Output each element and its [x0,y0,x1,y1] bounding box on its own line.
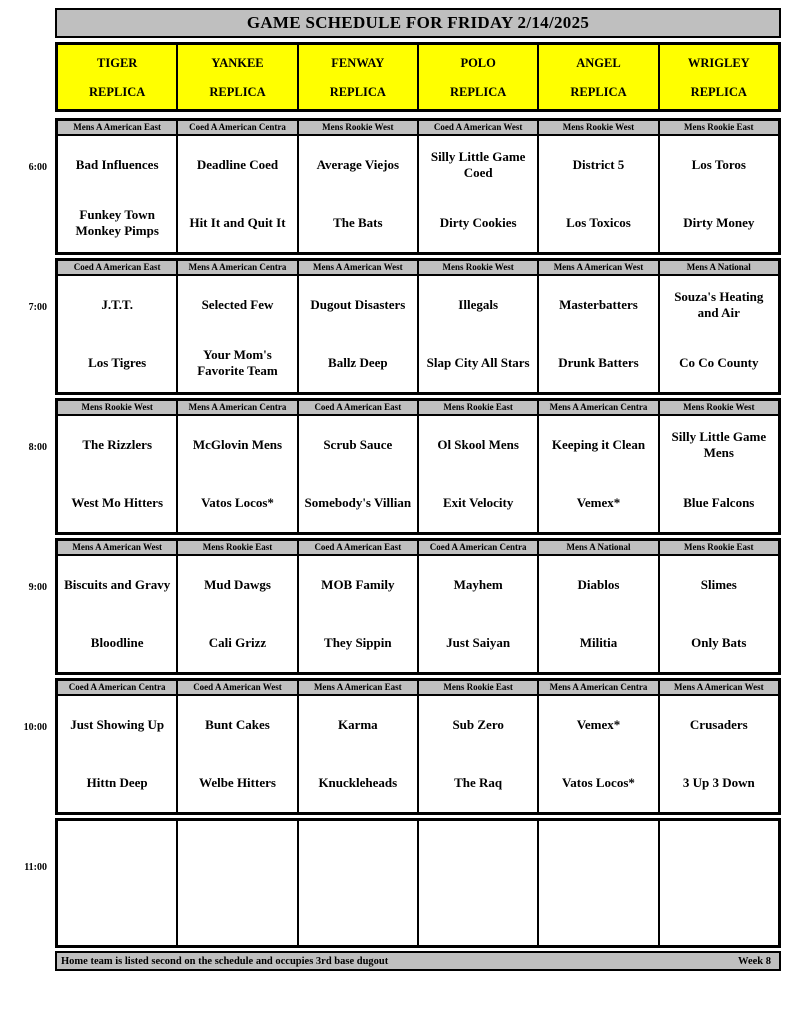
division-label: Mens Rookie East [419,401,537,416]
division-label: Mens A American West [58,541,176,556]
away-team-name: District 5 [572,157,625,173]
division-label: Mens A National [660,261,778,276]
game-cell [178,681,298,812]
division-label: Mens Rookie West [299,121,417,136]
home-team-name: Ballz Deep [328,355,388,371]
game-cell [299,261,419,392]
away-team-name: Scrub Sauce [323,437,393,453]
division-label: Mens A American Centra [539,401,657,416]
schedule-blocks [0,118,781,948]
game-cell [419,261,539,392]
division-label: Mens Rookie East [660,121,778,136]
division-label: Mens A American West [539,261,657,276]
home-team-name: Funkey Town Monkey Pimps [75,207,159,238]
division-label: Mens A American East [58,121,176,136]
game-cell [660,681,778,812]
venue-name: TIGER [97,56,138,70]
home-team-name: Los Tigres [88,355,147,371]
game-cell [178,401,298,532]
away-team-name: The Rizzlers [82,437,152,453]
game-cell [419,401,539,532]
away-team-name: Bunt Cakes [205,717,270,733]
home-team-name: Co Co County [679,355,759,371]
game-cell [539,821,659,945]
away-team-name: Vemex* [576,717,621,733]
division-label: Mens A American Centra [178,261,296,276]
game-cell [419,681,539,812]
home-team-name: Only Bats [691,635,747,651]
venue-header-cell [539,45,659,109]
division-label: Mens Rookie East [660,541,778,556]
footer-bar [55,951,781,971]
away-team-name: Bad Influences [75,157,159,173]
venue-name: FENWAY [331,56,385,70]
time-column-spacer [0,8,55,38]
time-label: 8:00 [28,442,47,453]
away-team-name: Just Showing Up [70,717,165,733]
division-label: Coed A American East [58,261,176,276]
venue-name-line2: REPLICA [329,85,386,99]
division-label: Coed A American West [419,121,537,136]
game-cell [58,821,178,945]
home-team-name: Vemex* [576,495,621,511]
home-team-name: Vatos Locos* [201,495,274,511]
venue-name-line2: REPLICA [570,85,627,99]
time-label: 6:00 [28,162,47,173]
away-team-name: Dugout Disasters [310,297,406,313]
game-cell [539,121,659,252]
division-label: Coed A American West [178,681,296,696]
home-team-name: Hit It and Quit It [189,215,286,231]
game-cell [58,261,178,392]
away-team-name: Selected Few [201,297,274,313]
away-team-name: Illegals [458,297,499,313]
division-label: Coed A American Centra [419,541,537,556]
time-column-spacer [0,42,55,112]
time-label: 9:00 [28,582,47,593]
away-team-name: Silly Little Game Mens [671,429,767,460]
game-cell [299,681,419,812]
division-label: Coed A American Centra [58,681,176,696]
schedule-hour-row [0,538,781,675]
game-cell [299,121,419,252]
game-cell [178,821,298,945]
game-cell [178,261,298,392]
footer-row [0,951,781,971]
division-label: Mens A American East [299,681,417,696]
week-label: Week 8 [738,955,771,967]
game-cell [419,121,539,252]
away-team-name: Karma [337,717,378,733]
footer-note: Home team is listed second on the schedule and occupies 3rd base dugout [61,955,389,967]
game-cell [58,401,178,532]
division-label: Mens A American Centra [178,401,296,416]
away-team-name: Keeping it Clean [551,437,646,453]
away-team-name: Slimes [700,577,737,593]
away-team-name: Mayhem [453,577,503,593]
hour-block [55,258,781,395]
home-team-name: Cali Grizz [208,635,267,651]
away-team-name: Los Toros [691,157,746,173]
game-cell [539,541,659,672]
away-team-name: Sub Zero [452,717,504,733]
division-label: Mens Rookie West [660,401,778,416]
home-team-name: Hittn Deep [86,775,148,791]
game-cell [58,541,178,672]
division-label: Coed A American Centra [178,121,296,136]
home-team-name: Exit Velocity [442,495,514,511]
venue-header-group [55,42,781,112]
game-cell [299,541,419,672]
division-label: Mens A American Centra [539,681,657,696]
away-team-name: Mud Dawgs [204,577,271,593]
home-team-name: Bloodline [90,635,144,651]
game-cell [58,121,178,252]
page-title: GAME SCHEDULE FOR FRIDAY 2/14/2025 [55,8,781,38]
division-label: Mens Rookie West [58,401,176,416]
home-team-name: Dirty Cookies [439,215,517,231]
home-team-name: The Bats [333,215,383,231]
venue-name: POLO [460,56,496,70]
away-team-name: MOB Family [321,577,395,593]
home-team-name: Drunk Batters [558,355,639,371]
hour-block [55,538,781,675]
away-team-name: Crusaders [689,717,748,733]
venue-name-line2: REPLICA [450,85,507,99]
hour-block [55,818,781,948]
schedule-hour-row [0,258,781,395]
venue-name-line2: REPLICA [89,85,146,99]
division-label: Mens Rookie West [539,121,657,136]
game-cell [660,821,778,945]
game-cell [178,541,298,672]
home-team-name: Dirty Money [683,215,755,231]
away-team-name: Diablos [577,577,620,593]
time-label: 7:00 [28,302,47,313]
home-team-name: 3 Up 3 Down [682,775,755,791]
game-cell [539,401,659,532]
home-team-name: The Raq [454,775,503,791]
home-team-name: Welbe Hitters [199,775,276,791]
division-label: Mens Rookie East [178,541,296,556]
venue-header-row [0,42,781,112]
away-team-name: Biscuits and Gravy [64,577,171,593]
away-team-name: Silly Little Game Coed [430,149,526,180]
game-cell [660,261,778,392]
game-cell [299,821,419,945]
venue-header-cell [299,45,419,109]
division-label: Mens Rookie West [419,261,537,276]
away-team-name: McGlovin Mens [192,437,283,453]
game-cell [660,541,778,672]
away-team-name: J.T.T. [101,297,133,313]
home-team-name: Knuckleheads [318,775,398,791]
division-label: Mens A National [539,541,657,556]
venue-name-line2: REPLICA [209,85,266,99]
home-team-name: West Mo Hitters [71,495,164,511]
home-team-name: Militia [579,635,618,651]
division-label: Mens A American West [660,681,778,696]
game-cell [58,681,178,812]
time-label: 10:00 [23,722,47,733]
home-team-name: They Sippin [324,635,392,651]
away-team-name: Souza's Heating and Air [674,289,764,320]
venue-header-cell [660,45,778,109]
time-label: 11:00 [24,862,47,873]
venue-name: WRIGLEY [687,56,750,70]
venue-name-line2: REPLICA [690,85,747,99]
home-team-name: Blue Falcons [683,495,755,511]
home-team-name: Slap City All Stars [426,355,530,371]
game-cell [660,121,778,252]
game-cell [419,821,539,945]
game-cell [419,541,539,672]
away-team-name: Masterbatters [559,297,638,313]
home-team-name: Vatos Locos* [562,775,635,791]
game-cell [299,401,419,532]
game-cell [660,401,778,532]
game-cell [539,261,659,392]
schedule-hour-row [0,398,781,535]
venue-name: YANKEE [211,56,264,70]
division-label: Coed A American East [299,541,417,556]
venue-header-cell [419,45,539,109]
game-cell [178,121,298,252]
game-cell [539,681,659,812]
away-team-name: Deadline Coed [196,157,279,173]
home-team-name: Los Toxicos [566,215,631,231]
venue-name: ANGEL [576,56,621,70]
schedule-hour-row [0,678,781,815]
venue-header-cell [178,45,298,109]
schedule-hour-row [0,118,781,255]
division-label: Coed A American East [299,401,417,416]
title-row [0,8,781,38]
away-team-name: Ol Skool Mens [437,437,519,453]
away-team-name: Average Viejos [316,157,400,173]
home-team-name: Somebody's Villian [304,495,412,511]
hour-block [55,678,781,815]
hour-block [55,118,781,255]
venue-header-cell [58,45,178,109]
hour-block [55,398,781,535]
schedule-hour-row [0,818,781,948]
home-team-name: Just Saiyan [446,635,511,651]
home-team-name: Your Mom's Favorite Team [197,347,278,378]
time-column-spacer [0,951,55,971]
division-label: Mens A American West [299,261,417,276]
division-label: Mens Rookie East [419,681,537,696]
